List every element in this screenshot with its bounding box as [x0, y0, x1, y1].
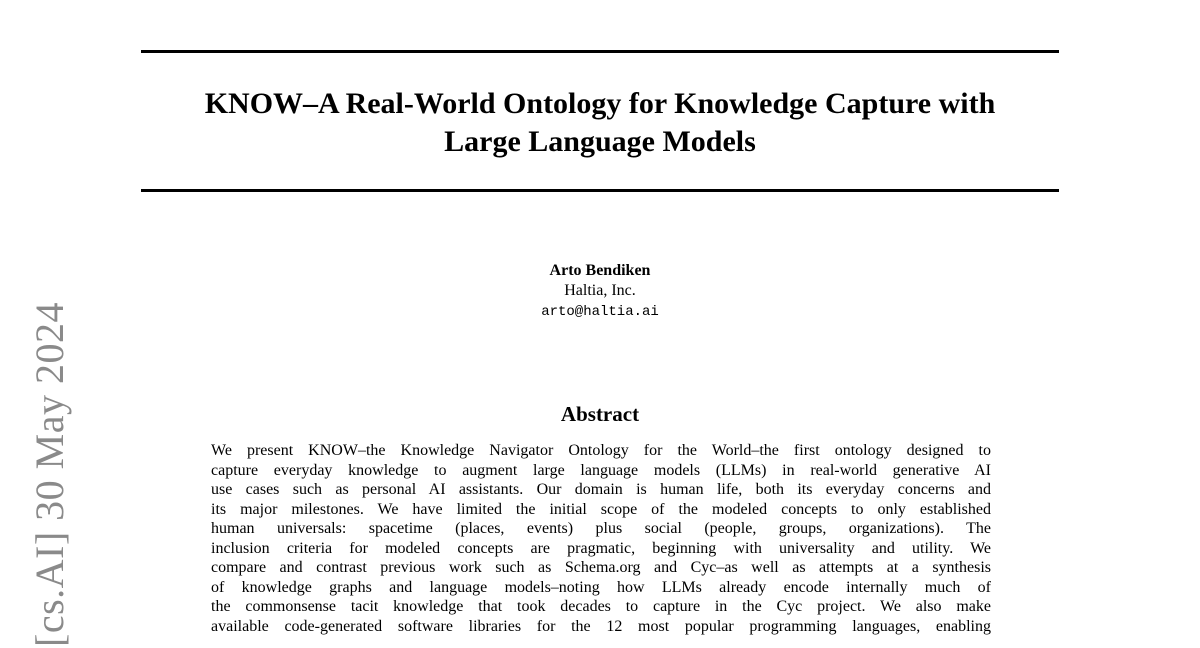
- abstract-line: capture everyday knowledge to augment large language models (LLMs) in real-world generative AI: [211, 461, 991, 479]
- abstract-line: use cases such as personal AI assistants. Our domain is human life, both its everyday concerns and: [211, 481, 991, 498]
- author-name: Arto Bendiken: [549, 262, 651, 279]
- abstract-heading: Abstract: [560, 402, 640, 426]
- paper-title: [141, 85, 1059, 161]
- title-rule-bottom: [141, 189, 1059, 192]
- title-rule-top: [141, 50, 1059, 53]
- abstract-line: inclusion criteria for modeled concepts are pragmatic, beginning with universality and utility. We: [211, 539, 991, 557]
- abstract-body: [211, 441, 991, 636]
- arxiv-watermark: [cs.AI] 30 May 2024: [27, 302, 72, 647]
- abstract-line: of knowledge graphs and language models–noting how LLMs already encode internally much of: [211, 578, 991, 596]
- abstract-line: human universals: spacetime (places, events) plus social (people, groups, organizations). The: [211, 520, 991, 537]
- abstract-line: available code-generated software libraries for the 12 most popular programming languages, enabling: [211, 617, 991, 635]
- abstract-line: its major milestones. We have limited the initial scope of the modeled concepts to only established: [211, 500, 991, 518]
- title-line-2: Large Language Models: [444, 125, 756, 158]
- abstract-line: We present KNOW–the Knowledge Navigator Ontology for the World–the first ontology designed to: [211, 442, 991, 459]
- abstract-line: compare and contrast previous work such as Schema.org and Cyc–as well as attempts at a synthesis: [211, 559, 991, 576]
- author-email[interactable]: arto@haltia.ai: [541, 304, 659, 320]
- abstract-line: the commonsense tacit knowledge that took decades to capture in the Cyc project. We also make: [211, 598, 991, 615]
- author-affiliation: Haltia, Inc.: [564, 282, 636, 299]
- title-line-1: KNOW–A Real-World Ontology for Knowledge Capture with: [204, 87, 996, 120]
- author-block: [0, 261, 1200, 323]
